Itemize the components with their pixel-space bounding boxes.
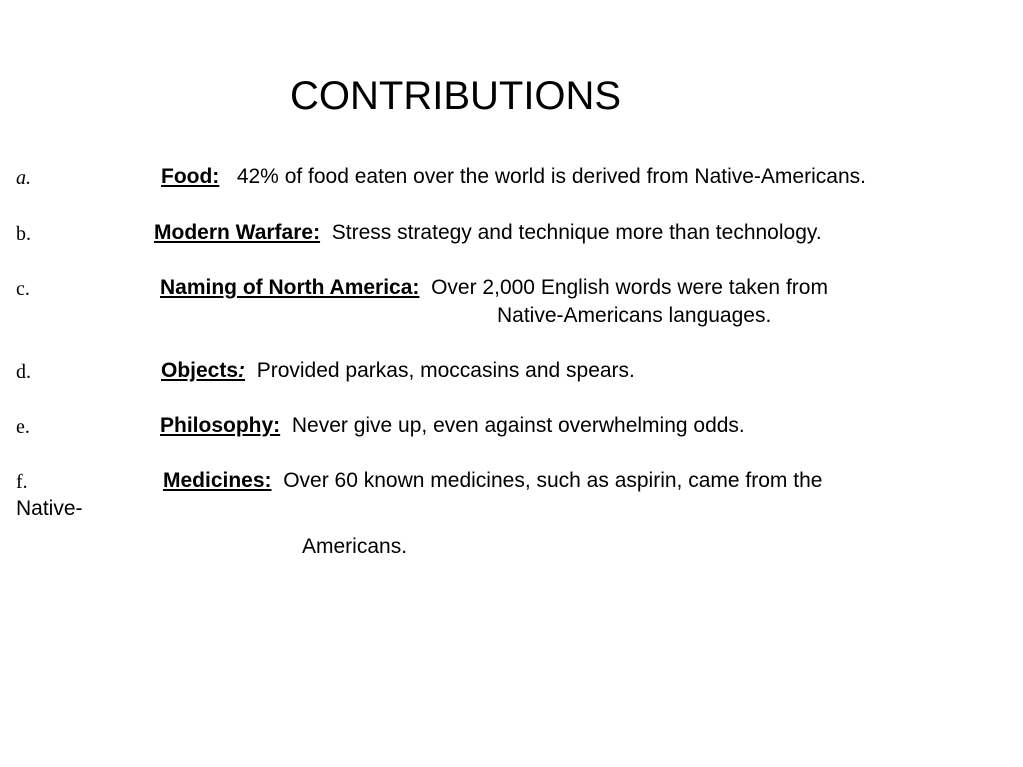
item-text-objects: Provided parkas, moccasins and spears. [256,359,635,382]
item-marker-c: c. [16,278,30,300]
item-term-philosophy: Philosophy: [160,414,281,437]
item-medicines [163,468,822,494]
item-term-naming: Naming of North America: [160,276,420,299]
item-food [161,164,866,190]
item-text-medicines: Over 60 known medicines, such as aspirin, came from the [283,469,823,492]
item-marker-a: a. [16,167,31,189]
item-marker-f: f. [16,471,28,493]
item-naming [160,275,828,301]
slide-title: CONTRIBUTIONS [290,74,622,118]
item-term-modern-warfare: Modern Warfare: [154,221,321,244]
item-text-medicines-wrap: Native- [16,497,83,520]
item-modern-warfare [154,220,822,246]
item-term-food: Food: [161,165,220,188]
item-text-modern-warfare: Stress strategy and technique more than technology. [331,221,822,244]
item-term-objects: Objects: [161,359,246,382]
item-marker-d: d. [16,361,31,383]
item-text-medicines-cont: Americans. [302,535,408,558]
item-marker-e: e. [16,416,30,438]
item-term-medicines: Medicines: [163,469,272,492]
item-philosophy [160,413,745,439]
item-text-naming-cont: Native-Americans languages. [497,304,772,327]
item-marker-b: b. [16,223,31,245]
item-text-philosophy: Never give up, even against overwhelming odds. [291,414,745,437]
item-text-naming: Over 2,000 English words were taken from [431,276,828,299]
item-text-food: 42% of food eaten over the world is derived from Native-Americans. [236,165,866,188]
item-objects [161,358,635,384]
